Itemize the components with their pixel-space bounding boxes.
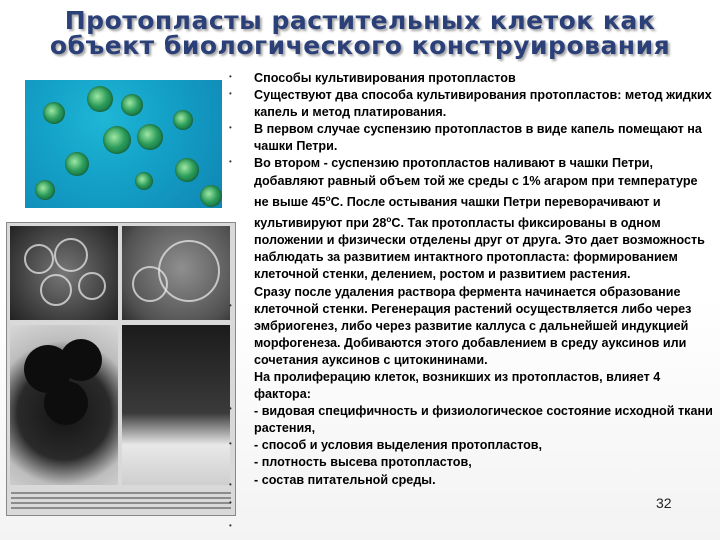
bullet-dot: • (229, 498, 232, 507)
paragraph-second-method (254, 155, 714, 283)
figure-panel-d (122, 325, 230, 485)
paragraph-second-method-part1: Во втором - суспензию протопластов наливают в чашки Петри, добавляют равный объем той же среды с 1% агаром при температуре не выше 45 (254, 156, 698, 209)
degree-symbol: o (325, 193, 331, 203)
factor-item-4: - состав питательной среды. (254, 472, 436, 487)
figure-panel-b (122, 226, 230, 320)
degree-symbol: o (386, 214, 392, 224)
slide-body-text (254, 70, 714, 489)
bullet-dot: • (229, 157, 232, 166)
figure-panel-a (10, 226, 118, 320)
bullet-dot: • (229, 72, 232, 81)
figure-caption (11, 489, 231, 511)
paragraph-two-methods: Существуют два способа культивирования протопластов: метод жидких капель и метод платирования. (254, 88, 712, 120)
bullet-dot: • (229, 89, 232, 98)
factor-item-1: - видовая специфичность и физиологическое состояние исходной ткани растения, (254, 404, 713, 436)
paragraph-cell-wall: Сразу после удаления раствора фермента начинается образование клеточной стенки. Регенерация растений осуществляется либо через эмбриогенез, либо через развитие каллуса с дальнейшей индукцией морфогенеза. Добиваются этого добавлением в среду ауксинов или сочетания ауксинов с цитокининами. (254, 284, 692, 367)
regeneration-stages-figure (6, 222, 236, 516)
factor-item-3: - плотность высева протопластов, (254, 455, 472, 470)
figure-panel-c (10, 325, 118, 485)
bullet-dot: • (229, 439, 232, 448)
paragraph-factors: На пролиферацию клеток, возникших из протопластов, влияет 4 фактора: (254, 369, 661, 402)
paragraph-second-method-part2: С. После остывания чашки Петри переворачивают и культивируют при 28 (254, 194, 661, 231)
slide-title-line-1: Протопласты растительных клеток как (64, 6, 656, 35)
bullet-column (229, 0, 239, 540)
paragraph-first-method: В первом случае суспензию протопластов в виде капель помещают на чашки Петри. (254, 122, 702, 154)
bullet-dot: • (229, 301, 232, 310)
bullet-dot: • (229, 480, 232, 489)
page-number: 32 (656, 495, 672, 511)
bullet-dot: • (229, 521, 232, 530)
bullet-dot: • (229, 404, 232, 413)
slide-title (0, 8, 720, 58)
protoplast-micrograph-image (25, 80, 222, 208)
bullet-dot: • (229, 123, 232, 132)
slide-title-line-2: объект биологического конструирования (49, 31, 671, 60)
paragraph-second-method-part3: С. Так протопласты фиксированы в одном положении и физически отделены друг от друга. Это дает возможность наблюдать за развитием интактного протопласта: формированием клеточной стенки, делением, ростом и развитием растения. (254, 216, 705, 282)
factor-item-2: - способ и условия выделения протопластов, (254, 438, 543, 453)
paragraph-heading: Способы культивирования протопластов (254, 71, 516, 85)
